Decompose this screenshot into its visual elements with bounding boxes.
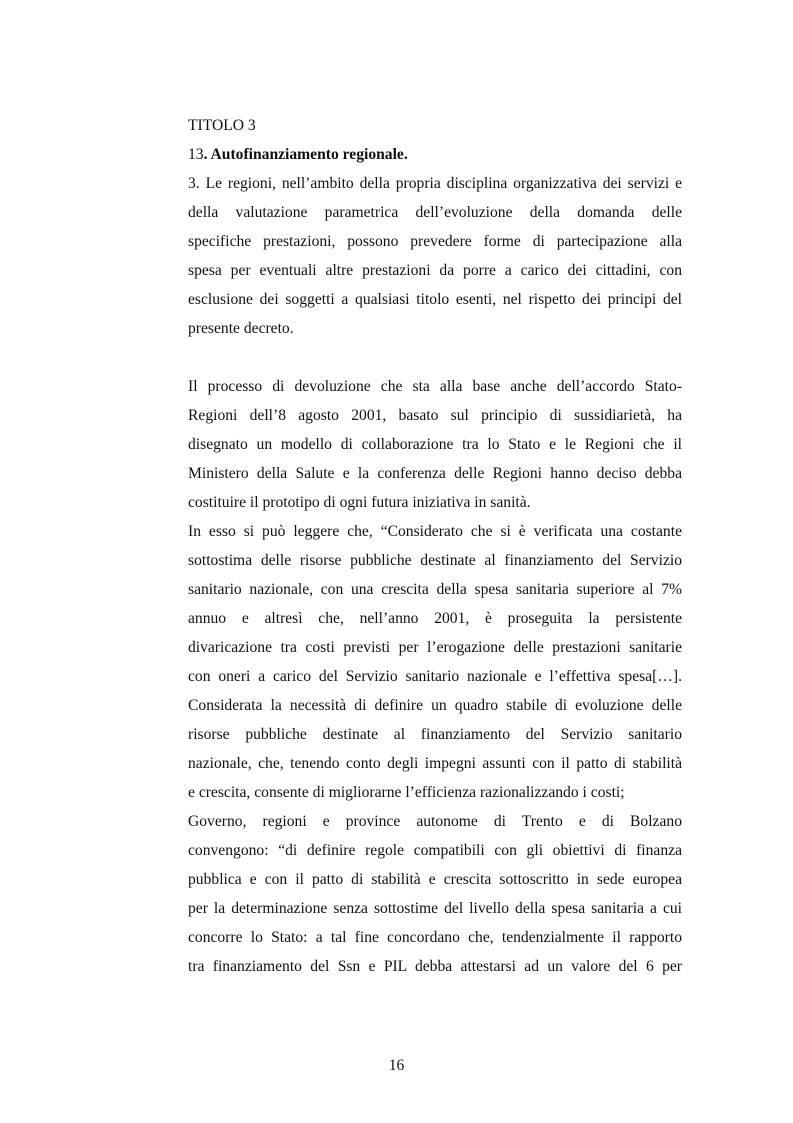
paragraph3-line: convengono: “di definire regole compatibili con gli obiettivi di finanza [188, 842, 682, 859]
section-block [188, 111, 682, 343]
quote-line: esclusione dei soggetti a qualsiasi titolo esenti, nel rispetto dei principi del [188, 291, 682, 308]
quote-line: spesa per eventuali altre prestazioni da porre a carico dei cittadini, con [188, 262, 682, 279]
paragraph2-line: In esso si può leggere che, “Considerato che si è verificata una costante [188, 523, 682, 540]
body-block [188, 372, 682, 981]
paragraph1-line: Regioni dell’8 agosto 2001, basato sul principio di sussidiarietà, ha [188, 407, 682, 424]
paragraph1-line: costituire il prototipo di ogni futura iniziativa in sanità. [188, 494, 531, 511]
quote-line: specifiche prestazioni, possono prevedere forme di partecipazione alla [188, 233, 682, 250]
page-number: 16 [388, 1057, 405, 1074]
paragraph1-line: Ministero della Salute e la conferenza delle Regioni hanno deciso debba [188, 465, 682, 482]
quote-line: della valutazione parametrica dell’evoluzione della domanda delle [188, 204, 682, 221]
paragraph3-line: pubblica e con il patto di stabilità e crescita sottoscritto in sede europea [188, 871, 682, 888]
heading-text: . Autofinanziamento regionale. [203, 146, 408, 163]
quote-line: presente decreto. [188, 320, 294, 337]
section-heading [188, 140, 682, 169]
paragraph1-line: Il processo di devoluzione che sta alla base anche dell’accordo Stato- [188, 378, 682, 395]
paragraph2-line: nazionale, che, tenendo conto degli impegni assunti con il patto di stabilità [188, 755, 682, 772]
paragraph1-line: disegnato un modello di collaborazione tra lo Stato e le Regioni che il [188, 436, 682, 453]
section-title: TITOLO 3 [188, 117, 256, 134]
heading-number: 13 [188, 146, 204, 163]
paragraph2-line: sottostima delle risorse pubbliche destinate al finanziamento del Servizio [188, 552, 682, 569]
paragraph3-line: tra finanziamento del Ssn e PIL debba attestarsi ad un valore del 6 per [188, 958, 682, 975]
paragraph2-line: con oneri a carico del Servizio sanitario nazionale e l’effettiva spesa[…]. [188, 668, 682, 685]
paragraph3-line: concorre lo Stato: a tal fine concordano che, tendenzialmente il rapporto [188, 929, 682, 946]
paragraph2-line: Considerata la necessità di definire un quadro stabile di evoluzione delle [188, 697, 682, 714]
paragraph3-line: per la determinazione senza sottostime del livello della spesa sanitaria a cui [188, 900, 682, 917]
paragraph2-line: divaricazione tra costi previsti per l’erogazione delle prestazioni sanitarie [188, 639, 682, 656]
quote-line: 3. Le regioni, nell’ambito della propria disciplina organizzativa dei servizi e [188, 175, 682, 192]
paragraph2-line: sanitario nazionale, con una crescita della spesa sanitaria superiore al 7% [188, 581, 682, 598]
paragraph2-line: risorse pubbliche destinate al finanziamento del Servizio sanitario [188, 726, 682, 743]
paragraph2-line: e crescita, consente di migliorarne l’efficienza razionalizzando i costi; [188, 784, 625, 801]
paragraph3-line: Governo, regioni e province autonome di Trento e di Bolzano [188, 813, 682, 830]
paragraph2-line: annuo e altresì che, nell’anno 2001, è proseguita la persistente [188, 610, 682, 627]
